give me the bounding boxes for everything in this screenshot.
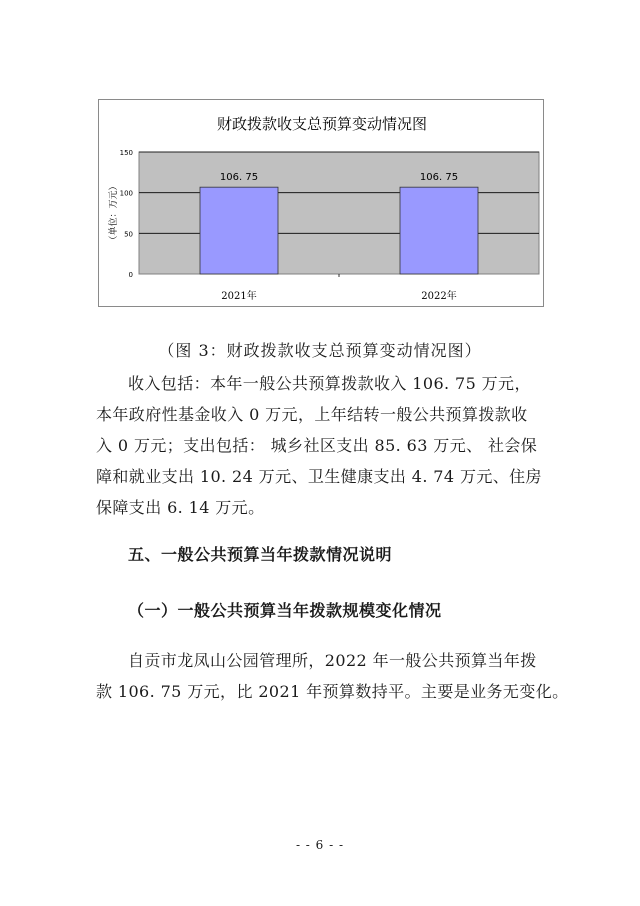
y-tick-label: 150 [119, 149, 133, 157]
data-label: 106. 75 [219, 172, 259, 184]
bar-2021年 [200, 187, 278, 274]
paragraph-line: 障和就业支出 10. 24 万元、卫生健康支出 4. 74 万元、住房 [96, 467, 542, 486]
y-tick-label: 0 [128, 271, 133, 279]
paragraph-line: 保障支出 6. 14 万元。 [96, 498, 265, 517]
page-number: - - 6 - - [295, 838, 345, 852]
data-label: 106. 75 [419, 172, 459, 184]
paragraph-line: 入 0 万元；支出包括： 城乡社区支出 85. 63 万元、 社会保 [96, 436, 538, 455]
chart-title: 财政拨款收支总预算变动情况图 [216, 115, 428, 133]
plot-area [139, 152, 539, 274]
x-tick-label: 2021年 [221, 291, 257, 302]
bar-2022年 [400, 187, 478, 274]
paragraph-line: 自贡市龙凤山公园管理所，2022 年一般公共预算当年拨 [128, 651, 537, 670]
section-heading: 五、一般公共预算当年拨款情况说明 [128, 545, 393, 564]
income-expense-paragraph [96, 368, 548, 523]
y-tick-label: 50 [124, 230, 133, 239]
y-tick-label: 100 [119, 189, 133, 198]
budget-change-chart [98, 99, 544, 307]
paragraph-line: 本年政府性基金收入 0 万元，上年结转一般公共预算拨款收 [96, 405, 528, 424]
chart-svg [99, 100, 545, 308]
paragraph-line: 收入包括：本年一般公共预算拨款收入 106. 75 万元， [128, 374, 531, 393]
y-axis-label: （单位：万元） [109, 181, 119, 245]
paragraph-line: 款 106. 75 万元，比 2021 年预算数持平。主要是业务无变化。 [96, 682, 569, 701]
x-tick-label: 2022年 [421, 291, 457, 302]
figure-caption: （图 3：财政拨款收支总预算变动情况图） [158, 341, 482, 360]
subsection-heading: （一）一般公共预算当年拨款规模变化情况 [128, 601, 442, 620]
budget-scale-paragraph [96, 645, 569, 707]
